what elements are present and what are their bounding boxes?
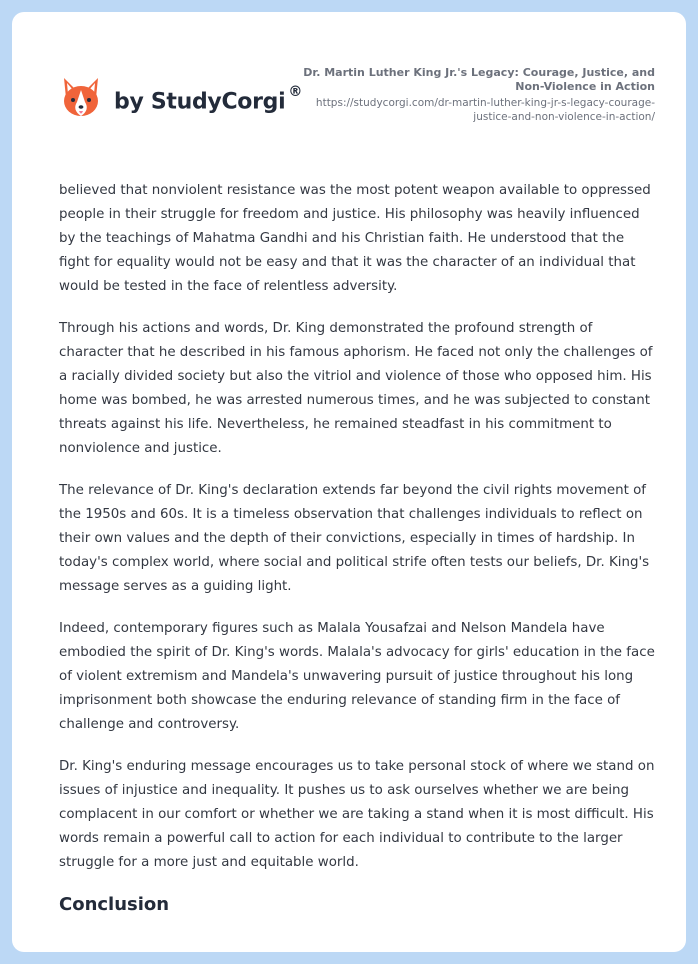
document-page — [12, 12, 686, 952]
document-meta — [295, 66, 655, 124]
paragraph: Through his actions and words, Dr. King demonstrated the profound strength of character that he described in his famous aphorism. He faced not only the challenges of a racially divided society but also the vitriol and violence of those who opposed him. His home was bombed, he was arrested numerous times, and he was subjected to constant threats against his life. Nevertheless, he remained steadfast in his commitment to nonviolence and justice. — [59, 321, 653, 456]
paragraph: Indeed, contemporary figures such as Malala Yousafzai and Nelson Mandela have embodied the spirit of Dr. King's words. Malala's advocacy for girls' education in the face of violent extremism and Mandela's unwavering pursuit of justice throughout his long imprisonment both showcase the enduring relevance of standing firm in the face of challenge and controversy. — [59, 621, 655, 732]
corgi-icon — [60, 76, 102, 120]
paragraph: The relevance of Dr. King's declaration extends far beyond the civil rights movement of the 1950s and 60s. It is a timeless observation that challenges individuals to reflect on their own values and the depth of their convictions, especially in times of hardship. In today's complex world, where social and political strife often tests our beliefs, Dr. King's message serves as a guiding light. — [59, 483, 650, 594]
brand-name: by StudyCorgi ® — [114, 83, 303, 115]
registered-mark: ® — [288, 83, 303, 100]
paragraph: Dr. King's enduring message encourages us to take personal stock of where we stand on issues of injustice and inequality. It pushes us to ask ourselves whether we are being complacent in our comfort or whether we are taking a stand when it is most difficult. His words remain a powerful call to action for each individual to contribute to the larger struggle for a more just and equitable world. — [59, 759, 655, 870]
paragraph: believed that nonviolent resistance was the most potent weapon available to oppressed people in their struggle for freedom and justice. His philosophy was heavily influenced by the teachings of Mahatma Gandhi and his Christian faith. He understood that the fight for equality would not be easy and that it was the character of an individual that would be tested in the face of relentless adversity. — [59, 183, 651, 294]
section-heading-conclusion: Conclusion — [59, 894, 170, 915]
essay-body — [59, 179, 659, 917]
document-url[interactable]: https://studycorgi.com/dr-martin-luther-king-jr-s-legacy-courage-justice-and-non-violence-in-action/ — [315, 97, 655, 123]
studycorgi-logo[interactable] — [60, 76, 302, 120]
document-title: Dr. Martin Luther King Jr.'s Legacy: Courage, Justice, and Non-Violence in Action — [303, 66, 655, 93]
